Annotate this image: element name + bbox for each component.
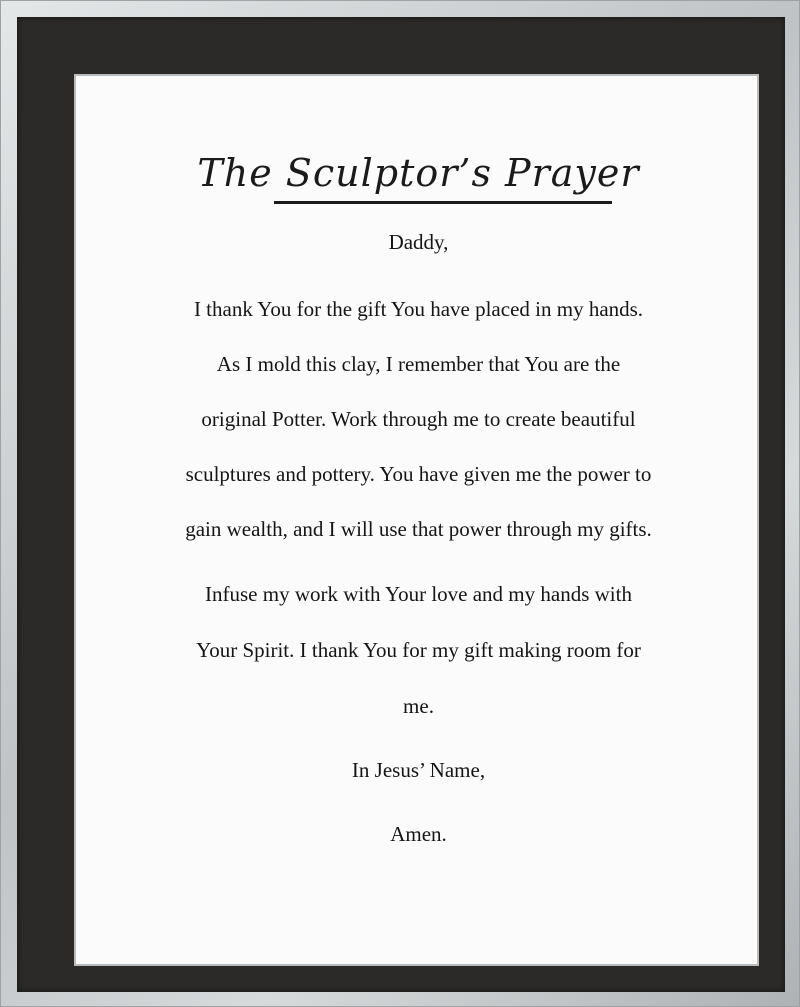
frame-mat xyxy=(17,17,785,992)
prayer-line: I thank You for the gift You have placed in my hands. xyxy=(193,297,644,321)
prayer-line: As I mold this clay, I remember that You are the xyxy=(216,352,621,376)
prayer-line: original Potter. Work through me to create beautiful xyxy=(201,407,636,431)
prayer-line: me. xyxy=(403,694,434,718)
prayer-line: sculptures and pottery. You have given me the power to xyxy=(185,462,652,486)
closing-line: In Jesus’ Name, xyxy=(351,758,486,782)
prayer-line: Infuse my work with Your love and my hands with xyxy=(205,582,632,606)
amen-line: Amen. xyxy=(390,822,447,846)
salutation: Daddy, xyxy=(388,230,449,254)
prayer-line: Your Spirit. I thank You for my gift making room for xyxy=(196,638,641,662)
prayer-line: gain wealth, and I will use that power through my gifts. xyxy=(185,517,652,541)
title-underline xyxy=(274,201,612,204)
prayer-sheet xyxy=(74,74,759,966)
prayer-title: The Sculptor’s Prayer xyxy=(197,151,640,195)
